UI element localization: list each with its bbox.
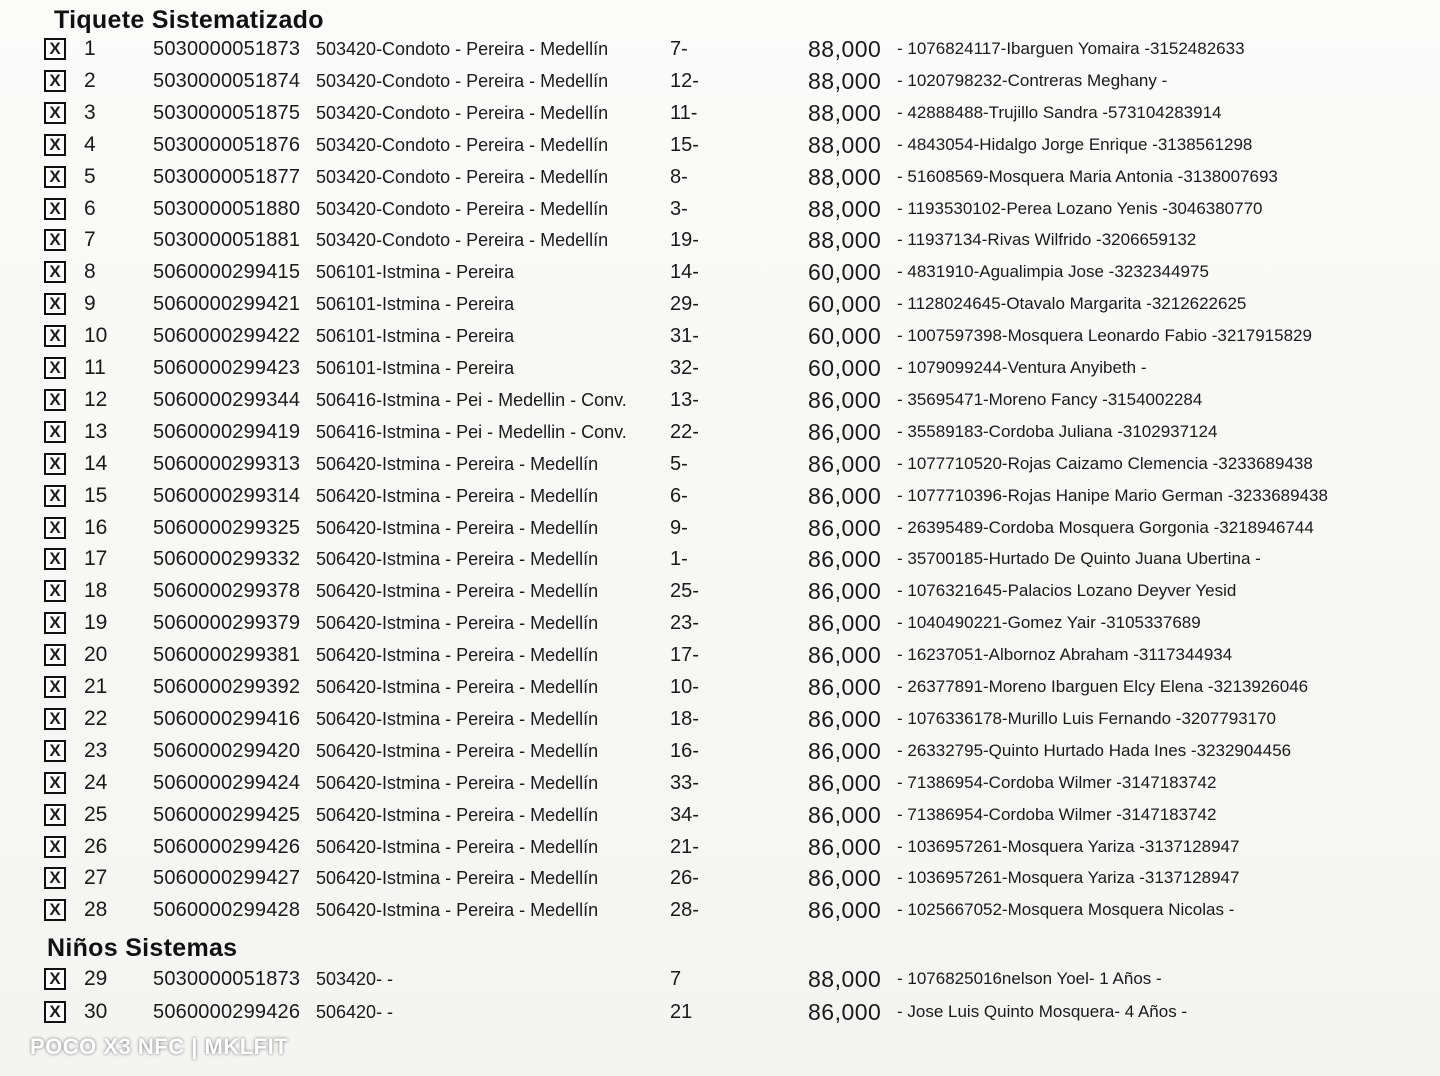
seat-number: 23-: [670, 612, 699, 634]
row-number: 2: [84, 69, 96, 92]
table-row: [0, 131, 1440, 163]
section-title-tiquete: Tiquete Sistematizado: [54, 6, 324, 34]
ticket-price: 86,000: [808, 834, 882, 860]
row-number: 11: [84, 356, 106, 379]
ticket-code: 5060000299392: [153, 676, 301, 698]
seat-number: 1-: [670, 548, 688, 570]
seat-number: 33-: [670, 772, 699, 794]
route-name: 503420-Condoto - Pereira - Medellín: [316, 39, 609, 59]
route-name: 506420-Istmina - Pereira - Medellín: [316, 486, 599, 506]
checkbox[interactable]: X: [44, 548, 66, 570]
table-row: [0, 482, 1440, 514]
ticket-code: 5030000051875: [153, 102, 301, 124]
seat-number: 9-: [670, 517, 688, 539]
passenger-info: - 1025667052-Mosquera Mosquera Nicolas -: [897, 900, 1235, 919]
ticket-code: 5060000299425: [153, 804, 301, 826]
ticket-price: 60,000: [808, 323, 882, 349]
passenger-info: - 35589183-Cordoba Juliana -3102937124: [897, 422, 1218, 441]
row-number: 25: [84, 803, 108, 826]
seat-number: 13-: [670, 389, 699, 411]
checkbox[interactable]: X: [44, 166, 66, 188]
ticket-code: 5060000299416: [153, 708, 301, 730]
route-name: 503420-Condoto - Pereira - Medellín: [316, 167, 609, 187]
table-row: [0, 864, 1440, 896]
row-number: 14: [84, 452, 108, 475]
passenger-info: - 1036957261-Mosquera Yariza -3137128947: [897, 868, 1240, 887]
seat-number: 16-: [670, 740, 699, 762]
seat-number: 31-: [670, 325, 699, 347]
row-number: 23: [84, 739, 108, 762]
passenger-info: - 1079099244-Ventura Anyibeth -: [897, 358, 1147, 377]
route-name: 503420-Condoto - Pereira - Medellín: [316, 71, 609, 91]
route-name: 506420-Istmina - Pereira - Medellín: [316, 773, 599, 793]
route-name: 506420-Istmina - Pereira - Medellín: [316, 518, 599, 538]
passenger-info: - 1077710520-Rojas Caizamo Clemencia -3233689438: [897, 454, 1313, 473]
seat-number: 5-: [670, 453, 688, 475]
table-row: [0, 322, 1440, 354]
passenger-info: - 26377891-Moreno Ibarguen Elcy Elena -3213926046: [897, 677, 1309, 696]
ticket-price: 86,000: [808, 451, 882, 477]
row-number: 20: [84, 643, 108, 666]
seat-number: 7-: [670, 38, 688, 60]
route-name: 506101-Istmina - Pereira: [316, 294, 515, 314]
checkbox[interactable]: X: [44, 38, 66, 60]
passenger-info: - 1040490221-Gomez Yair -3105337689: [897, 613, 1201, 632]
ticket-price: 88,000: [808, 227, 882, 253]
checkbox[interactable]: X: [44, 804, 66, 826]
passenger-info: - 51608569-Mosquera Maria Antonia -3138007693: [897, 167, 1278, 186]
passenger-info: - 4831910-Agualimpia Jose -3232344975: [897, 262, 1209, 281]
checkbox[interactable]: X: [44, 867, 66, 889]
table-row: [0, 705, 1440, 737]
checkbox[interactable]: X: [44, 198, 66, 220]
table-row: [0, 833, 1440, 865]
row-number: 19: [84, 611, 108, 634]
checkbox[interactable]: X: [44, 421, 66, 443]
table-row: [0, 99, 1440, 131]
passenger-info: - 35700185-Hurtado De Quinto Juana Ubertina -: [897, 549, 1261, 568]
route-name: 506416-Istmina - Pei - Medellin - Conv.: [316, 422, 627, 442]
seat-number: 6-: [670, 485, 688, 507]
passenger-info: - 71386954-Cordoba Wilmer -3147183742: [897, 773, 1217, 792]
route-name: 506101-Istmina - Pereira: [316, 326, 515, 346]
ticket-code: 5030000051880: [153, 198, 301, 220]
table-row: [0, 801, 1440, 833]
table-row: [0, 998, 1440, 1030]
ticket-price: 60,000: [808, 259, 882, 285]
row-number: 18: [84, 579, 108, 602]
seat-number: 25-: [670, 580, 699, 602]
ticket-price: 86,000: [808, 738, 882, 764]
passenger-info: - 1036957261-Mosquera Yariza -3137128947: [897, 837, 1240, 856]
route-name: 506420-Istmina - Pereira - Medellín: [316, 581, 599, 601]
row-number: 13: [84, 420, 108, 443]
table-row: [0, 226, 1440, 258]
ticket-code: 5030000051876: [153, 134, 301, 156]
route-name: 506420-Istmina - Pereira - Medellín: [316, 837, 599, 857]
table-row: [0, 290, 1440, 322]
checkbox[interactable]: X: [44, 389, 66, 411]
row-number: 27: [84, 866, 108, 889]
table-row: [0, 386, 1440, 418]
passenger-info: - 4843054-Hidalgo Jorge Enrique -3138561298: [897, 135, 1253, 154]
row-number: 5: [84, 165, 96, 188]
checkbox[interactable]: X: [44, 325, 66, 347]
table-row: [0, 258, 1440, 290]
ticket-code: 5060000299421: [153, 293, 301, 315]
table-row: [0, 737, 1440, 769]
seat-number: 14-: [670, 261, 699, 283]
route-name: 506420-Istmina - Pereira - Medellín: [316, 709, 599, 729]
table-row: [0, 896, 1440, 928]
table-row: [0, 609, 1440, 641]
seat-number: 26-: [670, 867, 699, 889]
table-row: [0, 514, 1440, 546]
table-row: [0, 577, 1440, 609]
seat-number: 21-: [670, 836, 699, 858]
table-row: [0, 163, 1440, 195]
ticket-price: 88,000: [808, 68, 882, 94]
route-name: 506420-Istmina - Pereira - Medellín: [316, 900, 599, 920]
ticket-code: 5060000299314: [153, 485, 301, 507]
ticket-code: 5060000299426: [153, 1001, 301, 1023]
ticket-code: 5060000299381: [153, 644, 301, 666]
ticket-price: 86,000: [808, 483, 882, 509]
route-name: 506101-Istmina - Pereira: [316, 358, 515, 378]
seat-number: 18-: [670, 708, 699, 730]
ticket-price: 86,000: [808, 610, 882, 636]
checkbox[interactable]: X: [44, 580, 66, 602]
seat-number: 19-: [670, 229, 699, 251]
passenger-info: - 35695471-Moreno Fancy -3154002284: [897, 390, 1203, 409]
ticket-price: 86,000: [808, 706, 882, 732]
ticket-code: 5060000299313: [153, 453, 301, 475]
row-number: 4: [84, 133, 96, 156]
passenger-info: - 1076321645-Palacios Lozano Deyver Yesid: [897, 581, 1237, 600]
table-row: [0, 545, 1440, 577]
table-row: [0, 769, 1440, 801]
route-name: 503420-Condoto - Pereira - Medellín: [316, 103, 609, 123]
ticket-price: 86,000: [808, 865, 882, 891]
route-name: 506420-Istmina - Pereira - Medellín: [316, 805, 599, 825]
row-number: 3: [84, 101, 96, 124]
ticket-price: 88,000: [808, 966, 882, 992]
checkbox[interactable]: X: [44, 644, 66, 666]
route-name: 506420-Istmina - Pereira - Medellín: [316, 613, 599, 633]
table-row: [0, 195, 1440, 227]
ticket-code: 5060000299428: [153, 899, 301, 921]
section-title-ninos: Niños Sistemas: [47, 934, 238, 962]
ticket-price: 86,000: [808, 419, 882, 445]
route-name: 506101-Istmina - Pereira: [316, 262, 515, 282]
checkbox[interactable]: X: [44, 229, 66, 251]
passenger-info: - 42888488-Trujillo Sandra -573104283914: [897, 103, 1222, 122]
ticket-price: 86,000: [808, 999, 882, 1025]
ticket-price: 86,000: [808, 770, 882, 796]
row-number: 24: [84, 771, 108, 794]
passenger-info: - Jose Luis Quinto Mosquera- 4 Años -: [897, 1002, 1188, 1021]
ticket-price: 88,000: [808, 132, 882, 158]
passenger-info: - 1020798232-Contreras Meghany -: [897, 71, 1168, 90]
table-row: [0, 35, 1440, 67]
route-name: 506420-Istmina - Pereira - Medellín: [316, 868, 599, 888]
ticket-code: 5030000051877: [153, 166, 301, 188]
seat-number: 10-: [670, 676, 699, 698]
ticket-code: 5060000299325: [153, 517, 301, 539]
ticket-price: 60,000: [808, 355, 882, 381]
checkbox[interactable]: X: [44, 134, 66, 156]
checkbox[interactable]: X: [44, 740, 66, 762]
ticket-code: 5060000299422: [153, 325, 301, 347]
table-row: [0, 965, 1440, 997]
seat-number: 21: [670, 1001, 693, 1023]
seat-number: 7: [670, 968, 682, 990]
ticket-code: 5030000051881: [153, 229, 301, 251]
checkbox[interactable]: X: [44, 772, 66, 794]
ticket-price: 86,000: [808, 387, 882, 413]
checkbox[interactable]: X: [44, 676, 66, 698]
row-number: 10: [84, 324, 108, 347]
passenger-info: - 26332795-Quinto Hurtado Hada Ines -3232904456: [897, 741, 1292, 760]
ticket-price: 86,000: [808, 802, 882, 828]
checkbox[interactable]: X: [44, 357, 66, 379]
ticket-code: 5060000299426: [153, 836, 301, 858]
seat-number: 11-: [670, 102, 698, 124]
passenger-info: - 1007597398-Mosquera Leonardo Fabio -3217915829: [897, 326, 1312, 345]
row-number: 12: [84, 388, 108, 411]
checkbox[interactable]: X: [44, 485, 66, 507]
checkbox[interactable]: X: [44, 612, 66, 634]
route-name: 506420-Istmina - Pereira - Medellín: [316, 454, 599, 474]
route-name: 503420- -: [316, 969, 394, 989]
ticket-code: 5030000051873: [153, 38, 301, 60]
seat-number: 17-: [670, 644, 699, 666]
table-row: [0, 673, 1440, 705]
checkbox[interactable]: X: [44, 899, 66, 921]
ticket-price: 88,000: [808, 164, 882, 190]
table-row: [0, 67, 1440, 99]
checkbox[interactable]: X: [44, 293, 66, 315]
passenger-info: - 1076336178-Murillo Luis Fernando -3207793170: [897, 709, 1276, 728]
seat-number: 32-: [670, 357, 699, 379]
passenger-info: - 16237051-Albornoz Abraham -3117344934: [897, 645, 1233, 664]
checkbox[interactable]: X: [44, 70, 66, 92]
ticket-price: 60,000: [808, 291, 882, 317]
route-name: 503420-Condoto - Pereira - Medellín: [316, 199, 609, 219]
row-number: 28: [84, 898, 108, 921]
ticket-code: 5060000299344: [153, 389, 301, 411]
checkbox[interactable]: X: [44, 102, 66, 124]
seat-number: 8-: [670, 166, 688, 188]
ticket-price: 86,000: [808, 546, 882, 572]
ticket-price: 86,000: [808, 642, 882, 668]
seat-number: 12-: [670, 70, 699, 92]
seat-number: 22-: [670, 421, 699, 443]
passenger-info: - 1193530102-Perea Lozano Yenis -3046380770: [897, 199, 1263, 218]
row-number: 16: [84, 516, 108, 539]
row-number: 21: [84, 675, 108, 698]
checkbox[interactable]: X: [44, 708, 66, 730]
route-name: 506420-Istmina - Pereira - Medellín: [316, 645, 599, 665]
ticket-code: 5060000299419: [153, 421, 301, 443]
passenger-info: - 11937134-Rivas Wilfrido -3206659132: [897, 230, 1197, 249]
checkbox[interactable]: X: [44, 968, 66, 990]
table-row: [0, 418, 1440, 450]
row-number: 30: [84, 1000, 108, 1023]
row-number: 7: [84, 228, 96, 251]
row-number: 29: [84, 967, 108, 990]
ticket-price: 86,000: [808, 578, 882, 604]
ticket-price: 86,000: [808, 515, 882, 541]
passenger-info: - 1128024645-Otavalo Margarita -3212622625: [897, 294, 1247, 313]
passenger-info: - 1077710396-Rojas Hanipe Mario German -3233689438: [897, 486, 1328, 505]
checkbox[interactable]: X: [44, 261, 66, 283]
route-name: 506420-Istmina - Pereira - Medellín: [316, 549, 599, 569]
row-number: 22: [84, 707, 108, 730]
ticket-code: 5060000299423: [153, 357, 301, 379]
ticket-price: 88,000: [808, 36, 882, 62]
ticket-code: 5060000299378: [153, 580, 301, 602]
route-name: 506420-Istmina - Pereira - Medellín: [316, 741, 599, 761]
seat-number: 34-: [670, 804, 699, 826]
seat-number: 3-: [670, 198, 688, 220]
ticket-code: 5060000299332: [153, 548, 301, 570]
passenger-info: - 71386954-Cordoba Wilmer -3147183742: [897, 805, 1217, 824]
ticket-price: 86,000: [808, 897, 882, 923]
ticket-code: 5060000299427: [153, 867, 301, 889]
checkbox[interactable]: X: [44, 517, 66, 539]
row-number: 26: [84, 835, 108, 858]
row-number: 9: [84, 292, 96, 315]
ticket-code: 5030000051874: [153, 70, 301, 92]
passenger-info: - 26395489-Cordoba Mosquera Gorgonia -3218946744: [897, 518, 1314, 537]
row-number: 8: [84, 260, 96, 283]
checkbox[interactable]: X: [44, 836, 66, 858]
row-number: 1: [84, 37, 96, 60]
route-name: 506420- -: [316, 1002, 394, 1022]
ticket-price: 86,000: [808, 674, 882, 700]
table-row: [0, 354, 1440, 386]
seat-number: 15-: [670, 134, 699, 156]
ticket-code: 5030000051873: [153, 968, 301, 990]
passenger-info: - 1076824117-Ibarguen Yomaira -3152482633: [897, 39, 1245, 58]
route-name: 503420-Condoto - Pereira - Medellín: [316, 135, 609, 155]
table-row: [0, 450, 1440, 482]
route-name: 503420-Condoto - Pereira - Medellín: [316, 230, 609, 250]
checkbox[interactable]: X: [44, 1001, 66, 1023]
table-row: [0, 641, 1440, 673]
passenger-info: - 1076825016nelson Yoel- 1 Años -: [897, 969, 1162, 988]
seat-number: 29-: [670, 293, 699, 315]
row-number: 15: [84, 484, 108, 507]
ticket-code: 5060000299415: [153, 261, 301, 283]
route-name: 506416-Istmina - Pei - Medellin - Conv.: [316, 390, 627, 410]
row-number: 6: [84, 197, 96, 220]
route-name: 506420-Istmina - Pereira - Medellín: [316, 677, 599, 697]
ticket-code: 5060000299424: [153, 772, 301, 794]
row-number: 17: [84, 547, 108, 570]
checkbox[interactable]: X: [44, 453, 66, 475]
ticket-price: 88,000: [808, 100, 882, 126]
ticket-code: 5060000299379: [153, 612, 301, 634]
seat-number: 28-: [670, 899, 699, 921]
camera-watermark: POCO X3 NFC | MKLFIT: [30, 1034, 289, 1059]
ticket-code: 5060000299420: [153, 740, 301, 762]
ticket-price: 88,000: [808, 196, 882, 222]
